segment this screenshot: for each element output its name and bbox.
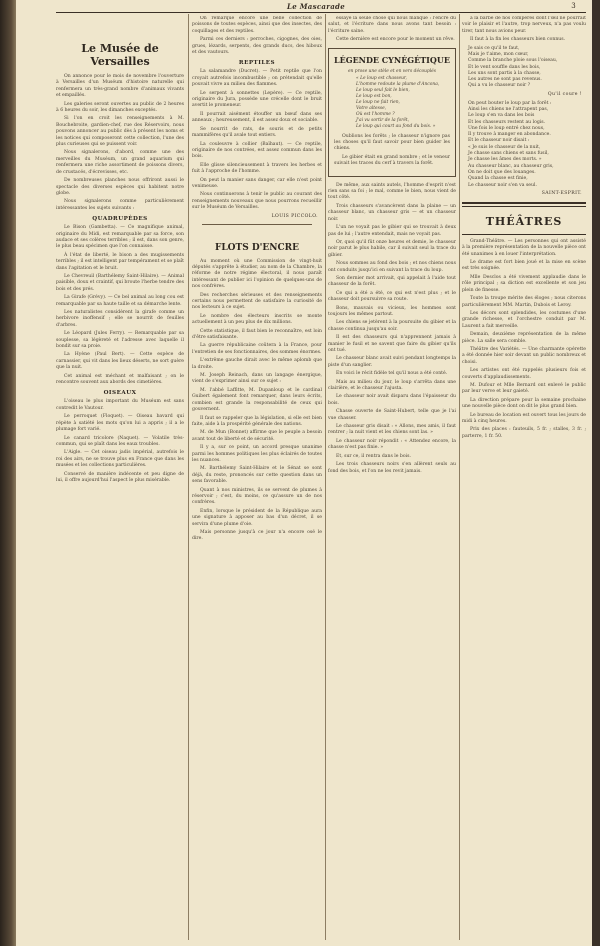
- article-title: FLOTS D'ENCRE: [214, 242, 300, 253]
- paragraph: à la barbe de nos compères dont l'œil ne pourrait voir le plaisir et l'autre, trop nerveux, n'a pas voulu tirer, tant nous avions peur.: [462, 16, 586, 34]
- paragraph: Si l'on en croit les renseignements à M. Bouchebroite, gardien-chef, rue des Réservoirs, nous pouvons annoncer au public dès à présent les noms et les notices qui composeront cette collection, l'une des plus curieuses qui se puissent voir.: [56, 116, 184, 148]
- column-3: [328, 16, 456, 941]
- paragraph: Mais au milieu du jour, le loup s'arrêta dans une clairière, et le chasseur l'ajusta.: [328, 379, 456, 392]
- newspaper-page: [16, 0, 592, 946]
- paragraph: Conservé de manière indécente et peu digne de lui, il offre aujourd'hui l'aspect le plus misérable.: [56, 471, 184, 483]
- paragraph: Les trois chasseurs noirs s'en allèrent seuls au fond des bois, et l'on ne les revit jamais.: [328, 462, 456, 474]
- paragraph: Les chiens se jetèrent à la poursuite du gibier et la chasse continua jusqu'au soir.: [328, 320, 456, 332]
- paragraph: Nous sommes au fond des bois ; et nos chiens nous ont conduits jusqu'ici en suivant la trace du loup.: [328, 261, 456, 273]
- paragraph: Mlle Desclos a été vivement applaudie dans le rôle principal ; sa diction est excellente et son jeu plein de finesse.: [462, 274, 586, 293]
- paragraph: De nombreuses planches nous offriront aussi le spectacle des diverses espèces qui habitent notre globe.: [56, 178, 184, 196]
- paragraph: On annonce pour le mois de novembre l'ouverture à Versailles d'un Muséum d'histoire naturelle qui renfermera un très-grand nombre d'animaux vivants et empaillés.: [56, 74, 184, 99]
- paragraph: M. l'abbé Laffitte, M. Dupanloup et le cardinal Guibert également font remarquer, dans leurs écrits, combien est grande la responsabilité de ceux qui gouvernent.: [192, 387, 322, 413]
- paragraph: Elle glisse silencieusement à travers les herbes et fuit à l'approche de l'homme.: [192, 162, 322, 175]
- divider: [202, 224, 312, 225]
- section-title: THÉÂTRES: [485, 214, 563, 228]
- verse: « Le loup est chasseur, L'homme redoute la plume d'Ancona, Le loup seul fait le bien, Le loup est bon, Le loup ne fait rien, Votre altesse, Où est l'homme ? J'ai vu sortir de la forêt, Le loup qui court au fond du bois. »: [356, 75, 440, 129]
- paragraph: Quant à nos ministres, ils se servent de plumes à réservoir ; c'est, du moins, ce qu'assure un de nos confrères.: [192, 487, 322, 506]
- paragraph: La Hyène (Paul Bert). — Cette espèce de carnassier, qui vit dans les lieux déserts, ne sort guère que la nuit.: [56, 352, 184, 371]
- paragraph: Son dernier mot arrivait, qui appelait à l'aide tout chasseur de la forêt.: [328, 275, 456, 288]
- paragraph: Les galeries seront ouvertes au public de 2 heures à 6 heures du soir, les dimanches exceptés.: [56, 101, 184, 114]
- paragraph: Théâtre des Variétés. — Une charmante opérette a été donnée hier soir devant un public nombreux et choisi.: [462, 346, 586, 365]
- paragraph: L'oiseau le plus important du Muséum est sans contredit le Vautour.: [56, 399, 184, 411]
- paragraph: Ce qui a été a été, ce qui est n'est plus ; et le chasseur doit poursuivre sa route.: [328, 290, 456, 303]
- divider: [462, 206, 586, 207]
- paragraph: Au moment où une Commission de vingt-huit députés s'apprête à étudier, au nom de la Chambre, la réforme de notre régime électoral, il nous paraît intéressant de publier ici l'opinion de quelques-uns de nos confrères.: [192, 258, 322, 290]
- paragraph: Enfin, lorsque le président de la République aura une signature à apposer au bas d'un décret, il se servira d'une plume d'oie.: [192, 508, 322, 527]
- paragraph: Le chasseur gris disait : « Allons, mes amis, il faut rentrer ; la nuit vient et les chiens sont las. »: [328, 424, 456, 436]
- paragraph: M. Dufour et Mlle Bernard ont enlevé le public par leur verve et leur gaieté.: [462, 382, 586, 395]
- paragraph: Grand-Théâtre. — Les personnes qui ont assisté à la première représentation de la nouvelle pièce ont été unanimes à en louer l'interprétation.: [462, 238, 586, 257]
- paragraph: Il faut à la fin les chasseurs bien connus.: [470, 37, 566, 43]
- paragraph: Bons, mauvais ou vicieux, les hommes sont toujours les mêmes partout.: [328, 305, 456, 317]
- paragraph: Des recherches sérieuses et des renseignements certains nous permettent de satisfaire la curiosité de nos lecteurs à ce sujet.: [192, 292, 322, 311]
- page-number: 3: [571, 2, 576, 10]
- paragraph: Le drame est fort bien joué et la mise en scène est très soignée.: [462, 260, 586, 272]
- paragraph: Cette statistique, il faut bien le reconnaître, est loin d'être satisfaisante.: [192, 328, 322, 341]
- paragraph: Il y a, sur ce point, un accord presque unanime parmi les hommes politiques les plus éclairés de toutes les nuances.: [192, 445, 322, 463]
- header-rule: [56, 12, 586, 13]
- paragraph: M. Barthélemy Saint-Hilaire et le Sénat se sont déjà, du reste, prononcés sur cette question dans un sens favorable.: [192, 466, 322, 485]
- paragraph: essayé la seule chose qui nous manque : l'encre du salut, et l'écriture dans nous avons tant besoin : l'écriture saine.: [328, 16, 456, 34]
- paragraph: Il faut se rappeler que la législation, si elle est bien faite, aide à la prospérité générale des nations.: [192, 415, 322, 427]
- column-rule: [325, 14, 326, 940]
- paragraph: Nous signalerons comme particulièrement intéressantes les sujets suivants :: [56, 199, 184, 211]
- paragraph: Il pourrait aisément étouffer un bœuf dans ses anneaux ; heureusement, il est assez doux et sociable.: [192, 111, 322, 124]
- paragraph: Le Bison (Gambetta). — Ce magnifique animal, originaire du Midi, est remarquable par sa force, son audace et ses colères terribles ; il est, dans son genre, le plus beau spécimen que l'on connaisse.: [56, 225, 184, 250]
- paragraph: De même, aux saints autels, l'homme d'esprit n'est rien sans sa foi ; le mal, comme le bien, nous vient de tout côté.: [328, 182, 456, 201]
- paragraph: Trois chasseurs s'avancèrent dans la plaine — un chasseur blanc, un chasseur gris — et un chasseur noir.: [328, 203, 456, 222]
- paragraph: Le chasseur noir avait disparu dans l'épaisseur du bois.: [328, 394, 456, 406]
- paragraph: Les artistes ont été rappelés plusieurs fois et couverts d'applaudissements.: [462, 368, 586, 380]
- masthead-title: Le Mascarade: [286, 2, 345, 11]
- paragraph: Or, quoi qu'il fût onze heures et demie, le chasseur noir parut le plus habile, car il suivait seul la trace du gibier.: [328, 239, 456, 258]
- article-title: LÉGENDE CYNÉGÉTIQUE: [334, 54, 450, 65]
- section-heading: QUADRUPÈDES: [92, 216, 148, 223]
- paragraph: Chasse ouverte de Saint-Hubert, telle que je l'ai vue chasser.: [328, 409, 456, 421]
- article-title: Le Musée de Versailles: [81, 42, 159, 68]
- paragraph: Le chasseur noir répondit : « Attendez encore, la chasse n'est pas finie. »: [328, 438, 456, 451]
- column-rule: [459, 14, 460, 940]
- paragraph: Le Léopard (Jules Ferry). — Remarquable par sa souplesse, sa légèreté et l'adresse avec laquelle il bondit sur sa proie.: [56, 331, 184, 350]
- poem-refrain: Qu'il coure !: [547, 91, 582, 97]
- column-2: [192, 16, 322, 941]
- paragraph: Le bureau de location est ouvert tous les jours de midi à cinq heures.: [462, 412, 586, 425]
- paragraph: Oublions les forêts ; le chasseur n'ignore pas les choses qu'il faut savoir pour bien guider les chiens.: [334, 133, 450, 152]
- divider: [462, 202, 586, 204]
- paragraph: La direction prépare pour la semaine prochaine une nouvelle pièce dont on dit le plus grand bien.: [462, 397, 586, 410]
- binding-gutter: [0, 0, 16, 946]
- paragraph: À l'état de liberté, le bison a des mugissements terribles ; il est intelligent par tempérament et se plaît dans l'agitation et le bruit.: [56, 252, 184, 271]
- article-subtitle: en prose une stèle et en vers découplés: [347, 68, 437, 74]
- column-4: [462, 16, 586, 941]
- paragraph: Nous signalerons, d'abord, comme une des merveilles du Muséum, un grand aquarium qui renfermera une riche assortiment de poissons divers, de crustacés, d'écrevisses, etc.: [56, 150, 184, 175]
- paragraph: Il est des chasseurs qui n'apprennent jamais à manier le fusil et ne savent que faire du gibier qu'ils ont tué.: [328, 335, 456, 353]
- divider: [462, 234, 586, 235]
- paragraph: La guerre républicaine coûtera à la France, pour l'entretien de ses fonctionnaires, des sommes énormes.: [192, 343, 322, 355]
- paragraph: Le perroquet (Floquet). — Oiseau bavard qui répète à satiété les mots qu'on lui a appris ; il a le plumage fort varié.: [56, 414, 184, 433]
- paragraph: Cet animal est méchant et malfaisant ; on le rencontre souvent aux abords des cimetières.: [56, 373, 184, 386]
- paragraph: Le gibier était en grand nombre ; et le veneur suivait les traces du cerf à travers la forêt.: [334, 154, 450, 167]
- paragraph: Prix des places : fauteuils, 5 fr. ; stalles, 3 fr. ; parterre, 1 fr. 50.: [462, 427, 586, 439]
- paragraph: On remarque encore une belle collection de poissons de toutes espèces, ainsi que des insectes, des coquillages et des reptiles.: [192, 16, 322, 34]
- section-heading: OISEAUX: [103, 390, 137, 397]
- poem: Je sais ce qu'il te faut, Mais je t'aime, mon cœur, Comme la branche ploie sous l'oiseau, Et le vent souffle dans les bois, Les uns sont partis à la chasse, Les autres ne sont pas revenus. Qui a vu le chasseur noir ?: [468, 45, 558, 89]
- paragraph: En voici le récit fidèle tel qu'il nous a été conté.: [336, 371, 448, 377]
- paragraph: Le canard tricolore (Naquet). — Volatile très-commun, qui se plaît dans les eaux troubles.: [56, 435, 184, 447]
- paragraph: Mais personne jusqu'à ce jour n'a encore osé le dire.: [192, 530, 322, 542]
- section-heading: REPTILES: [238, 60, 276, 67]
- poem: On peut bouter le loup par la forêt : Ainsi les chiens ne l'attrapent pas, Le loup s'en va dans les bois Et les chasseurs restent au logis. Une fois le loup entré chez nous, Il y trouve à manger en abondance. Et le chasseur noir disait : « Je suis le chasseur de la nuit, Je chasse sans chiens et sans fusil, Je chasse les âmes des morts. » Au chasseur blanc, au chasseur gris, On ne doit que des louanges. Quand la chasse est finie, Le chasseur noir s'en va seul.: [468, 100, 554, 188]
- paragraph: Le nombre des électeurs inscrits se monte actuellement à un peu plus de dix millions.: [192, 313, 322, 326]
- paragraph: Se nourrit de rats, de souris et de petits mammifères qu'il avale tout entiers.: [192, 126, 322, 139]
- paragraph: M. Joseph Reinach, dans un langage énergique, vient de s'exprimer ainsi sur ce sujet :: [192, 373, 322, 385]
- paragraph: L'un ne voyait pas le gibier qui se trouvait à deux pas de lui ; l'autre entendait, mais ne voyait pas.: [328, 225, 456, 237]
- column-rule: [188, 14, 189, 940]
- paragraph: M. de Mun (Bonnet) affirme que le peuple a besoin avant tout de liberté et de sécurité.: [192, 430, 322, 442]
- paragraph: La couleuvre à collier (Baïhaut). — Ce reptile, originaire de nos contrées, est assez commun dans les bois.: [192, 141, 322, 160]
- paragraph: Le serpent à sonnettes (Lepère). — Ce reptile, originaire du Jura, possède une crécelle dont le bruit avertit le promeneur.: [192, 90, 322, 109]
- paragraph: L'Aigle. — Cet oiseau jadis impérial, autrefois le roi des airs, ne se trouve plus en France que dans les musées et les collections particulières.: [56, 450, 184, 469]
- column-1: [56, 16, 184, 941]
- legend-box: [328, 48, 456, 177]
- signature: LOUIS PICCOLO.: [271, 213, 318, 219]
- paragraph: Les naturalistes considèrent la girafe comme un herbivore inoffensif ; elle se nourrit de feuilles d'arbres.: [56, 310, 184, 328]
- paragraph: Demain, deuxième représentation de la même pièce. La salle sera comble.: [462, 332, 586, 344]
- paragraph: Le Chevreuil (Barthélemy Saint-Hilaire). — Animal paisible, doux et craintif, qui broute l'herbe tendre des bois et des prés.: [56, 273, 184, 292]
- paragraph: Toute la troupe mérite des éloges ; nous citerons particulièrement MM. Martin, Dubois et Leroy.: [462, 296, 586, 308]
- paragraph: Nous continuerons à tenir le public au courant des renseignements nouveaux que nous pourrons recueillir sur le Muséum de Versailles.: [192, 192, 322, 211]
- paragraph: Cette dernière est encore pour le moment un rêve.: [336, 37, 455, 43]
- paragraph: Les décors sont splendides, les costumes d'une grande richesse, et l'orchestre conduit par M. Laurent a fait merveille.: [462, 310, 586, 329]
- paragraph: La salamandre (Ducret). — Petit reptile que l'on croyait autrefois incombustible ; on prétendait qu'elle pouvait vivre au milieu des flammes.: [192, 69, 322, 88]
- paragraph: On peut la manier sans danger, car elle n'est point venimeuse.: [192, 177, 322, 189]
- paragraph: L'extrême gauche dirait avec le même aplomb que la droite.: [192, 358, 322, 370]
- paragraph: Parmi ces derniers : perroches, cigognes, des oies, grues, lézards, serpents, des grands ducs, des hiboux et des vautours.: [192, 37, 322, 56]
- paragraph: Et, sur ce, il rentra dans le bois.: [336, 453, 411, 459]
- signature: SAINT-ESPRIT.: [541, 190, 582, 196]
- paragraph: La Girafe (Grévy). — Ce bel animal au long cou est remarquable par sa haute taille et sa démarche lente.: [56, 295, 184, 307]
- paragraph: Le chasseur blanc avait suivi pendant longtemps la piste d'un sanglier.: [328, 356, 456, 368]
